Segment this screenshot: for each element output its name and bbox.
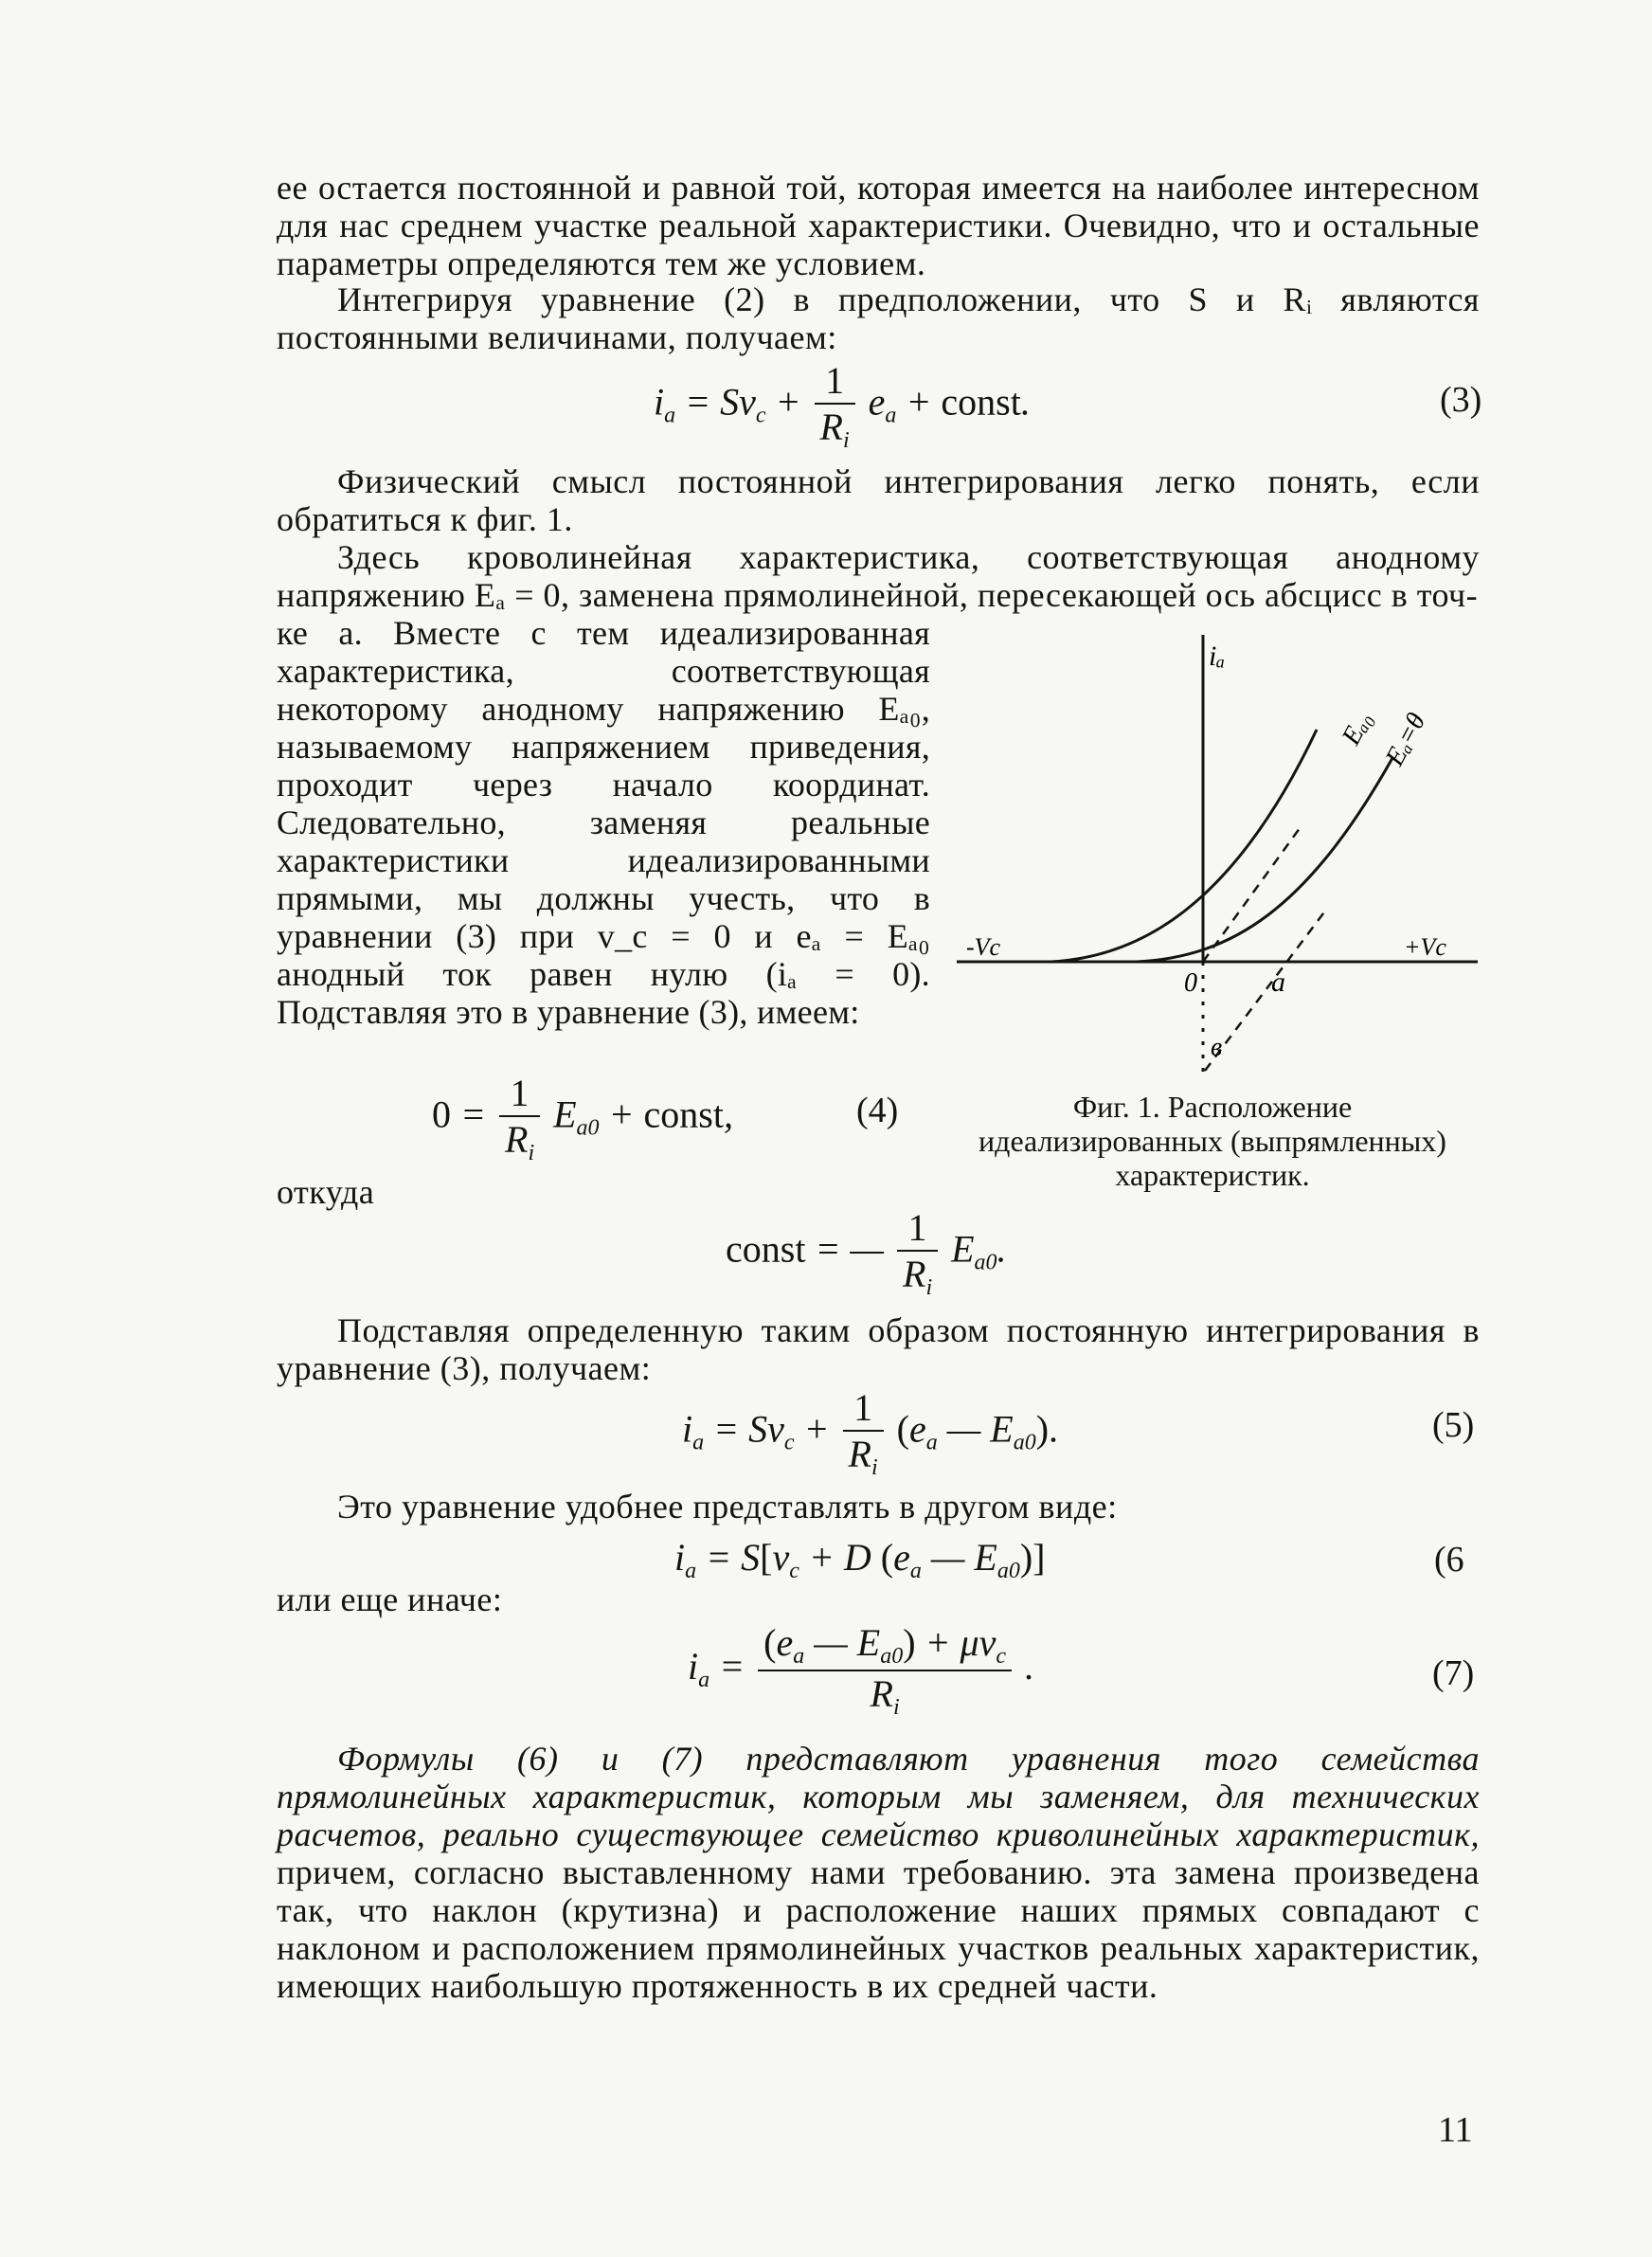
label-origin: 0 [1184,968,1197,998]
paragraph-2-text: Интегрируя уравнение (2) в предположении, что S и Rᵢ являются постоянными величинами, получаем: [277,280,1480,356]
paragraph-4b: ке a. Вместе с тем идеализированная характеристика, соответствующая некоторому анодному напряжению Eₐ₀, называемому напряжением приведения, проходит через начало координат. Следовательно, заменяя реальные характеристики идеализированными прямыми, мы должны учесть, что в уравнении (3) при v_c = 0 и eₐ = Eₐ₀ анодный ток равен нулю (iₐ = 0). Подставляя это в уравнение (3), имеем: [277,614,930,1031]
paragraph-6: Это уравнение удобнее представлять в другом виде: [337,1488,1118,1526]
page-number: 11 [1438,2110,1473,2150]
equation-const: const = — $\frac{1}{R_i}$ $E_{a0}$. [726,1206,1007,1300]
fraction-1-over-ri: $\frac{1}{R_i}$ [843,1385,884,1481]
equation-5-number: (5) [1432,1405,1475,1445]
figure-caption: Фиг. 1. Расположение идеализированных (выпрямленных) характеристик. [979,1090,1446,1192]
paragraph-8 [277,1740,1480,2005]
label-minus-vc: -Vc [966,933,1001,961]
fraction-equation-7: $\frac{(e_a — E_{a0}) + \mu v_c}{R_i}$ [758,1620,1012,1721]
equation-6: $i_a = S[v_c + D$ ($e_a$ — $E_{a0}$)] [674,1536,1046,1583]
equation-3-number: (3) [1440,380,1482,420]
idealized-line-ea0 [1203,824,1302,962]
equation-7-number: (7) [1432,1653,1475,1693]
paragraph-8-italic: Формулы (6) и (7) представляют уравнения того семейства прямолинейных характеристик, которым мы заменяем, для технических расчетов, реально существующее семейство криволинейных характеристик, [277,1740,1480,1853]
paragraph-1: ее остается постоянной и равной той, которая имеется на наиболее интересном для нас среднем участке реальной характеристики. Очевидно, что и остальные параметры определяются тем же условием. [277,169,1480,282]
fraction-1-over-ri: $\frac{1}{R_i}$ [897,1205,938,1301]
equation-7: $i_a$ = $\frac{(e_a — E_{a0}) + \mu v_c}{R_i}$ . [688,1621,1035,1720]
paragraph-5: Подставляя определенную таким образом постоянную интегрирования в уравнение (3), получаем: [277,1311,1480,1387]
label-ea0-curve: Eₐ₀ [1336,706,1378,750]
word-otkuda: откуда [277,1173,375,1211]
equation-3: $i_a = Sv_c$ + $\frac{1}{R_i}$ $e_a$ + const. [654,359,1031,453]
fraction-1-over-ri: $\frac{1}{R_i}$ [815,358,855,454]
equation-5: $i_a = Sv_c$ + $\frac{1}{R_i}$ ($e_a$ — $E_{a0}$). [682,1386,1059,1480]
equation-6-number: (6 [1434,1540,1464,1580]
label-plus-vc: +Vc [1404,933,1446,961]
label-ia: iₐ [1209,641,1226,672]
equation-4: 0 = $\frac{1}{R_i}$ $E_{a0}$ + const, [432,1072,733,1165]
paragraph-8-rest: причем, согласно выставленному нами требованию. эта замена произведена так, что наклон (крутизна) и расположение наших прямых совпадают с наклоном и расположением прямолинейных участков реальных характеристик, имеющих наибольшую протяженность в их средней части. [277,1853,1480,2005]
paragraph-4a: Здесь кроволинейная характеристика, соответствующая анодному напряжению Eₐ = 0, заменена прямолинейной, пересекающей ось абсцисс в точ- [277,538,1480,614]
equation-4-number: (4) [856,1091,899,1130]
curve-ea0 [1051,730,1317,962]
label-a: a [1271,966,1285,998]
fraction-1-over-ri: $\frac{1}{R_i}$ [499,1071,540,1166]
figure-1 [947,625,1497,1090]
curve-ea-zero [1137,758,1392,962]
label-b: в [1211,1033,1223,1062]
paragraph-3: Физический смысл постоянной интегрирования легко понять, если обратиться к фиг. 1. [277,462,1480,538]
paragraph-7: или еще иначе: [277,1580,503,1618]
paragraph-2 [277,280,1480,356]
label-ea-theta: Eₐ=θ [1379,708,1432,771]
